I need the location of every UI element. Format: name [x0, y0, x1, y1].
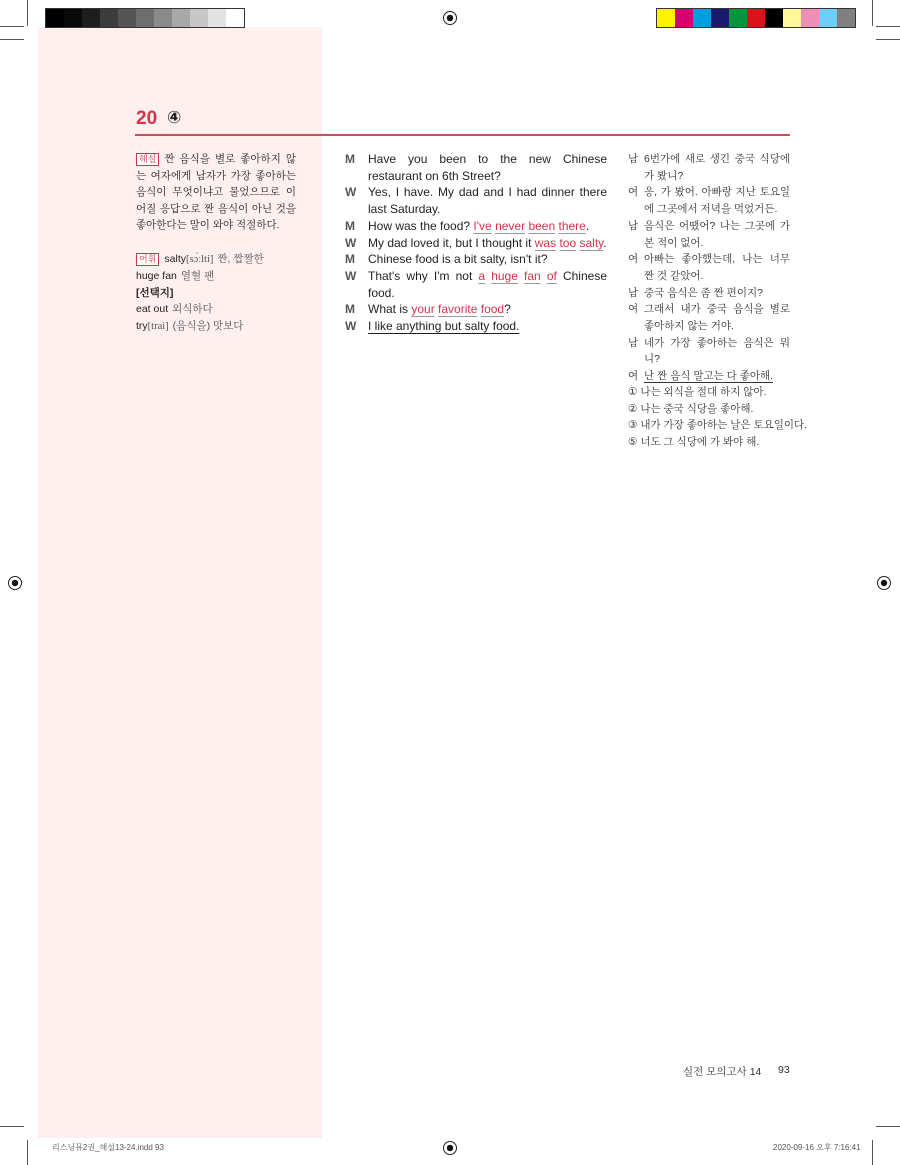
explanation-text: 짠 음식을 별로 좋아하지 않는 여자에게 남자가 가장 좋아하는 음식이 무엇이냐고 물었으므로 이어질 응답으로 짠 음식이 아닌 것을 좋아한다는 말이 와야 적절하다. — [136, 153, 296, 232]
translation-line — [628, 184, 790, 217]
color-swatch — [693, 9, 711, 27]
text-segment: Chinese food is a bit salty, isn't it? — [368, 252, 548, 267]
crop-mark — [872, 0, 873, 26]
crop-mark — [876, 26, 900, 27]
crop-mark — [872, 1140, 873, 1165]
speaker-label: 남 — [628, 286, 639, 299]
gray-swatch — [190, 9, 208, 27]
dialogue-text — [368, 251, 607, 268]
speaker-label: 여 — [628, 370, 639, 383]
vocab-item — [136, 301, 296, 318]
dialogue-text — [368, 184, 607, 217]
dialogue-line — [345, 151, 607, 184]
key-phrase: I've — [473, 218, 492, 233]
text-segment: . — [585, 218, 590, 233]
vocab-meaning: 짠, 짭짤한 — [217, 252, 264, 265]
color-swatch — [765, 9, 783, 27]
text-segment: Chinese food. — [368, 268, 607, 300]
key-phrase: been — [528, 218, 556, 233]
vocab-meaning: 외식하다 — [172, 303, 213, 316]
dialogue-line — [345, 301, 607, 318]
translation-line — [628, 285, 790, 302]
heading-divider — [135, 134, 790, 136]
dialogue-text — [368, 301, 607, 318]
vocab-word: eat out — [136, 303, 169, 316]
color-swatch — [711, 9, 729, 27]
dialogue-line — [345, 235, 607, 252]
dialogue-line — [345, 268, 607, 301]
question-number: 20 — [136, 108, 158, 129]
color-swatch — [729, 9, 747, 27]
gray-swatch — [154, 9, 172, 27]
translation-text: 네가 가장 좋아하는 음식은 뭐니? — [644, 336, 790, 366]
translation-line — [628, 301, 790, 334]
translation-text: 6번가에 새로 생긴 중국 식당에 가 봤니? — [644, 153, 790, 182]
answer-option: ① 나는 외식을 절대 하지 않아. — [628, 386, 767, 398]
dialogue-text — [368, 318, 607, 335]
crop-mark — [0, 26, 24, 27]
key-phrase: was — [534, 235, 557, 250]
speaker-label: 여 — [628, 186, 639, 199]
vocab-item — [136, 251, 296, 269]
crop-mark — [27, 0, 28, 26]
key-phrase: your — [411, 302, 435, 317]
translation-text: 중국 음식은 좀 짠 편이지? — [644, 286, 763, 299]
explanation — [136, 151, 296, 234]
dialogue-line — [345, 318, 607, 335]
translation-line — [628, 151, 790, 184]
key-phrase: there — [558, 218, 586, 233]
speaker-label: M — [345, 218, 355, 233]
explanation-tag: 해설 — [136, 153, 159, 166]
translation-text: 아빠는 좋아했는데, 나는 너무 짠 것 같았어. — [644, 253, 790, 282]
speaker-label: M — [345, 152, 355, 166]
timestamp-slug: 2020-09-16 오후 7:16:41 — [773, 1143, 861, 1152]
gray-color-bar — [45, 8, 245, 28]
translation-text: 음식은 어땠어? 나는 그곳에 가본 적이 없어. — [644, 219, 790, 249]
key-phrase: too — [559, 235, 577, 250]
translation-text: 응, 가 봤어. 아빠랑 지난 토요일에 그곳에서 저녁을 먹었거든. — [644, 186, 790, 216]
speaker-label: M — [345, 252, 355, 267]
gray-swatch — [172, 9, 190, 27]
speaker-label: 남 — [628, 219, 639, 232]
text-segment: I like anything but salty food. — [368, 319, 520, 334]
dialogue-text — [368, 268, 607, 301]
gray-swatch — [226, 9, 244, 27]
page-number: 93 — [778, 1064, 790, 1076]
text-segment: How was the food? — [368, 218, 474, 233]
dialogue-line — [345, 251, 607, 268]
speaker-label: W — [345, 185, 357, 200]
dialogue-line — [345, 184, 607, 217]
color-swatch — [657, 9, 675, 27]
translation-line — [628, 368, 790, 385]
speaker-label: W — [345, 268, 357, 283]
text-segment: ? — [504, 302, 511, 317]
speaker-label: 여 — [628, 253, 639, 266]
registration-mark-icon — [8, 576, 22, 590]
registration-mark-icon — [443, 1141, 457, 1155]
gray-swatch — [208, 9, 226, 27]
vocab-phonetic: [sɔ́ːlti] — [185, 253, 214, 265]
key-phrase: of — [546, 268, 557, 283]
color-swatch — [783, 9, 801, 27]
file-slug: 리스닝뮤2권_해설13-24.indd 93 — [52, 1143, 164, 1152]
translation-text: 난 짠 음식 말고는 다 좋아해. — [644, 370, 774, 383]
text-segment: Yes, I have. My dad and I had dinner there last Saturday. — [368, 185, 607, 217]
vocab-word: try — [136, 319, 148, 332]
color-swatch — [747, 9, 765, 27]
translation-line — [628, 218, 790, 251]
key-phrase: favorite — [438, 302, 478, 317]
key-phrase: a — [478, 268, 486, 283]
gray-swatch — [100, 9, 118, 27]
speaker-label: W — [345, 235, 357, 250]
speaker-label: 여 — [628, 303, 639, 316]
text-segment: . — [603, 235, 607, 250]
translation-line — [628, 251, 790, 284]
answer-choice: ④ — [167, 108, 182, 127]
answer-option: ③ 내가 가장 좋아하는 날은 토요일이다. — [628, 419, 808, 432]
dialogue-text — [368, 218, 607, 235]
speaker-label: 남 — [628, 153, 639, 165]
text-segment: Have you been to the new Chinese restaurant on 6th Street? — [368, 152, 607, 183]
vocab-tag: 어휘 — [136, 253, 159, 266]
vocab-word: huge fan — [136, 270, 177, 283]
crop-mark — [27, 1140, 28, 1165]
crop-mark — [0, 39, 24, 40]
text-segment: My dad loved it, but I thought it — [368, 235, 535, 250]
text-segment: That's why I'm not — [368, 268, 479, 283]
translation-line — [628, 335, 790, 368]
translation-text: 그래서 내가 중국 음식을 별로 좋아하지 않는 거야. — [644, 303, 790, 333]
dialogue-line — [345, 218, 607, 235]
dialogue-text — [368, 235, 607, 252]
color-swatch — [801, 9, 819, 27]
vocab-list — [136, 251, 296, 336]
vocab-phonetic: [trai] — [147, 320, 169, 332]
answer-option: ② 나는 중국 식당을 좋아해. — [628, 402, 754, 415]
dialogue-script — [345, 151, 607, 335]
vocab-item — [136, 268, 296, 285]
gray-swatch — [136, 9, 154, 27]
gray-swatch — [64, 9, 82, 27]
speaker-label: M — [345, 302, 355, 317]
vocab-item — [136, 318, 296, 336]
key-phrase: fan — [524, 268, 541, 283]
color-swatch — [819, 9, 837, 27]
speaker-label: W — [345, 319, 357, 334]
speaker-label: 남 — [628, 336, 639, 349]
key-phrase: food — [480, 302, 505, 317]
cmyk-color-bar — [656, 8, 856, 28]
crop-mark — [876, 39, 900, 40]
gray-swatch — [118, 9, 136, 27]
text-segment: What is — [368, 302, 412, 317]
color-swatch — [837, 9, 855, 27]
key-phrase: salty — [579, 235, 604, 250]
registration-mark-icon — [877, 576, 891, 590]
crop-mark — [876, 1126, 900, 1127]
gray-swatch — [46, 9, 64, 27]
explanation-panel — [136, 151, 296, 336]
vocab-item — [136, 285, 296, 302]
answer-options — [628, 384, 807, 451]
vocab-meaning: (음식을) 맛보다 — [172, 319, 244, 332]
section-title: 실전 모의고사 14 — [683, 1066, 762, 1078]
registration-mark-icon — [443, 11, 457, 25]
gray-swatch — [82, 9, 100, 27]
key-phrase: never — [495, 218, 526, 233]
vocab-word: [선택지] — [136, 286, 174, 299]
dialogue-text — [368, 151, 607, 184]
vocab-meaning: 열혈 팬 — [180, 270, 215, 283]
translation — [628, 151, 790, 385]
key-phrase: huge — [491, 268, 518, 283]
answer-option: ⑤ 너도 그 식당에 가 봐야 해. — [628, 436, 760, 449]
crop-mark — [0, 1126, 24, 1127]
vocab-word: salty — [164, 252, 186, 265]
color-swatch — [675, 9, 693, 27]
